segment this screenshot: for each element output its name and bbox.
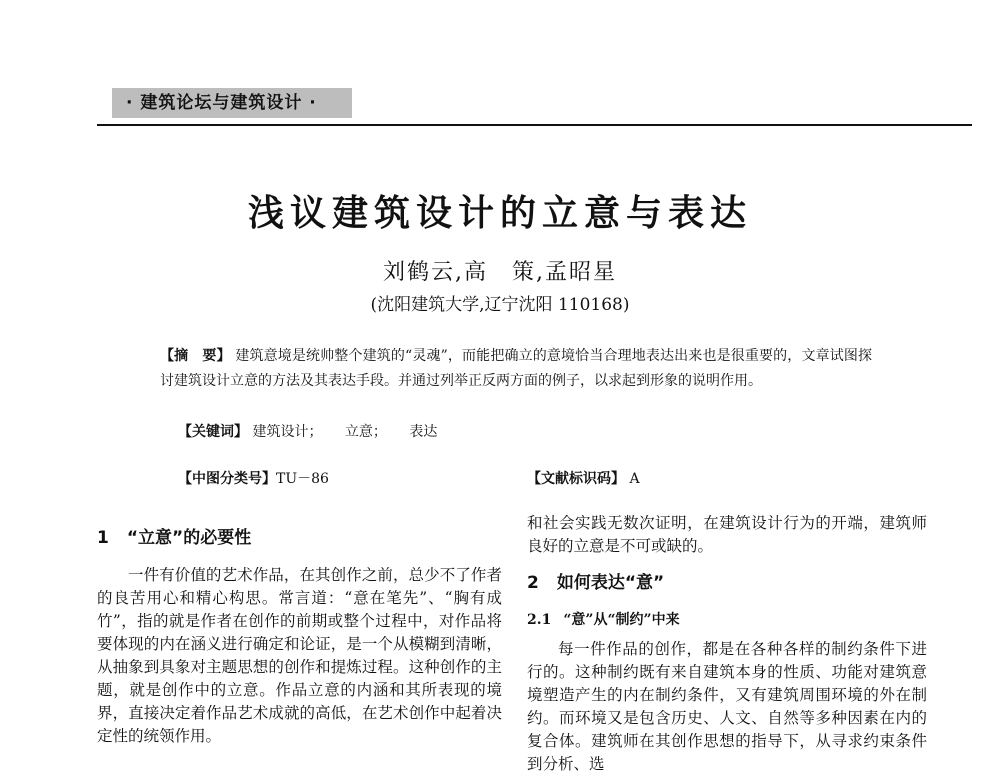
classification-value: TU－86: [276, 471, 329, 487]
abstract-text: 建筑意境是统帅整个建筑的“灵魂”，而能把确立的意境恰当合理地表达出来也是很重要的，文章试图探讨建筑设计立意的方法及其表达手段。并通过列举正反两方面的例子，以求起到形象的说明作用。: [160, 348, 873, 389]
body-paragraph: 一件有价值的艺术作品，在其创作之前，总少不了作者的良苦用心和精心构思。常言道：“意在笔先”、“胸有成竹”，指的就是作者在创作的前期或整个过程中，对作品将要体现的内在涵义进行确定和论证，是一个从模糊到清晰，从抽象到具象对主题思想的创作和提炼过程。这种创作的主题，就是创作中的立意。作品立意的内涵和其所表现的境界，直接决定着作品艺术成就的高低，在艺术创作中起着决定性的统领作用。: [97, 566, 502, 745]
abstract: [160, 344, 872, 394]
subsection-heading: [527, 609, 927, 632]
paper-title: 浅议建筑设计的立意与表达: [247, 192, 752, 234]
left-column: [97, 527, 502, 748]
section-heading: [527, 572, 927, 595]
section-title: “立意”的必要性: [126, 528, 252, 548]
document-code-value: A: [629, 471, 640, 487]
abstract-label: 【摘 要】: [160, 348, 231, 364]
section-heading: [97, 527, 502, 550]
classification-label: 【中图分类号】: [178, 471, 276, 487]
keywords: [178, 421, 455, 441]
right-column: [527, 512, 927, 776]
classification-number: [178, 468, 329, 488]
subsection-title: “意”从“制约”中来: [563, 612, 680, 628]
section-number: 2: [527, 573, 539, 593]
section-title: 如何表达“意”: [556, 573, 665, 593]
section-number: 1: [97, 528, 109, 548]
keyword-item: 表达: [409, 424, 438, 440]
document-code-label: 【文献标识码】: [527, 471, 625, 487]
header-rule: [97, 124, 972, 126]
author-affiliation: (沈阳建筑大学,辽宁沈阳 110168): [370, 295, 630, 315]
continuation-paragraph: 和社会实践无数次证明，在建筑设计行为的开端，建筑师良好的立意是不可或缺的。: [527, 514, 927, 555]
keywords-label: 【关键词】: [178, 424, 248, 440]
body-paragraph: 每一件作品的创作，都是在各种各样的制约条件下进行的。这种制约既有来自建筑本身的性质、功能对建筑意境塑造产生的内在制约条件，又有建筑周围环境的外在制约。而环境又是包含历史、人文、自然等多种因素在内的复合体。建筑师在其创作思想的指导下，从寻求约束条件到分析、选: [527, 640, 927, 773]
keyword-item: 建筑设计；: [252, 424, 323, 440]
paper-authors: 刘鹤云,高 策,孟昭星: [383, 260, 617, 285]
keyword-item: 立意；: [344, 424, 387, 440]
subsection-number: 2.1: [527, 612, 552, 628]
section-banner: · 建筑论坛与建筑设计 ·: [112, 88, 352, 118]
document-code: [527, 468, 640, 488]
